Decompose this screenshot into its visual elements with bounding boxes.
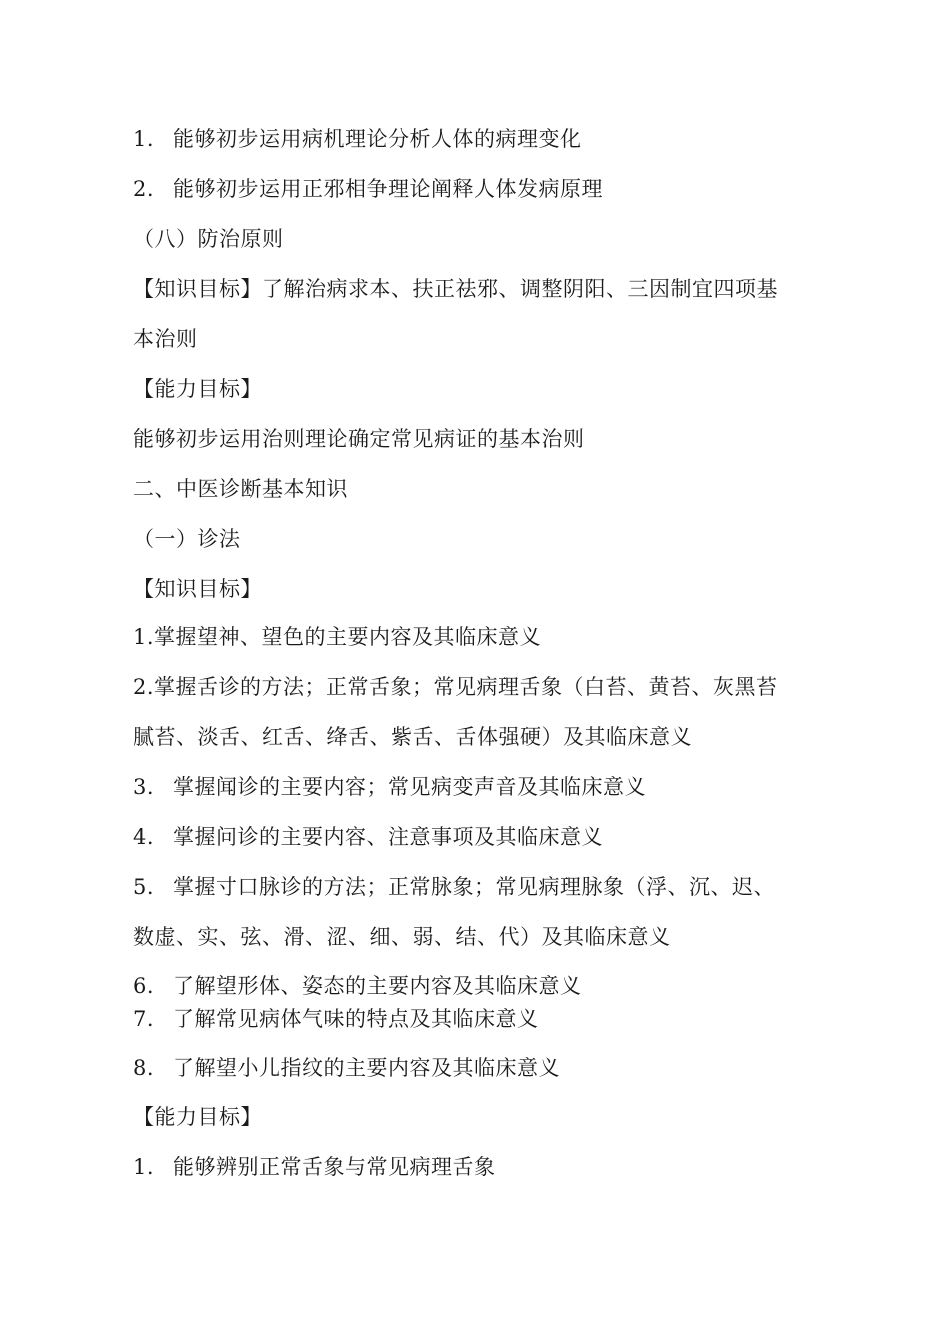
item-text: 掌握寸口脉诊的方法；正常脉象；常见病理脉象（浮、沉、迟、 [173, 875, 775, 899]
paragraph-line: 腻苔、淡舌、红舌、绛舌、紫舌、舌体强硬）及其临床意义 [133, 725, 692, 749]
list-item [133, 773, 823, 801]
list-item [133, 1153, 823, 1181]
item-number: 6. [133, 974, 155, 998]
item-number: 8. [133, 1056, 155, 1080]
list-item [133, 125, 823, 153]
item-text: 掌握望神、望色的主要内容及其临床意义 [154, 625, 542, 649]
item-text: 掌握闻诊的主要内容；常见病变声音及其临床意义 [173, 775, 646, 799]
item-number: 4. [133, 825, 155, 849]
item-number: 2. [133, 177, 155, 201]
list-item [133, 1054, 823, 1082]
paragraph-line: 能够初步运用治则理论确定常见病证的基本治则 [133, 427, 585, 451]
item-text: 了解望小儿指纹的主要内容及其临床意义 [173, 1056, 560, 1080]
chapter-heading: 二、中医诊断基本知识 [133, 477, 348, 501]
subsection-label: 【能力目标】 [133, 1105, 262, 1129]
item-number: 1. [133, 1155, 155, 1179]
item-number: 1. [133, 127, 155, 151]
item-text: 掌握问诊的主要内容、注意事项及其临床意义 [173, 825, 603, 849]
subsection-label: 【知识目标】 [133, 577, 262, 601]
section-heading: （八）防治原则 [133, 227, 284, 251]
paragraph-line: 本治则 [133, 327, 198, 351]
item-text: 能够辨别正常舌象与常见病理舌象 [173, 1155, 496, 1179]
item-text: 了解常见病体气味的特点及其临床意义 [173, 1007, 539, 1031]
item-number: 1. [133, 625, 155, 649]
item-number: 7. [133, 1007, 155, 1031]
item-text: 掌握舌诊的方法；正常舌象；常见病理舌象（白苔、黄苔、灰黑苔 [154, 675, 778, 699]
section-heading: （一）诊法 [133, 527, 241, 551]
item-number: 5. [133, 875, 155, 899]
paragraph-line: 【知识目标】了解治病求本、扶正祛邪、调整阴阳、三因制宜四项基 [133, 277, 778, 301]
subsection-label: 【能力目标】 [133, 377, 262, 401]
item-text: 能够初步运用正邪相争理论阐释人体发病原理 [173, 177, 603, 201]
list-item [133, 1005, 823, 1033]
item-text: 了解望形体、姿态的主要内容及其临床意义 [173, 974, 582, 998]
list-item [133, 623, 823, 651]
item-number: 2. [133, 675, 155, 699]
list-item [133, 873, 823, 901]
item-number: 3. [133, 775, 155, 799]
list-item [133, 673, 823, 701]
item-text: 能够初步运用病机理论分析人体的病理变化 [173, 127, 582, 151]
list-item [133, 823, 823, 851]
list-item [133, 972, 823, 1000]
paragraph-line: 数虚、实、弦、滑、涩、细、弱、结、代）及其临床意义 [133, 925, 671, 949]
list-item [133, 175, 823, 203]
